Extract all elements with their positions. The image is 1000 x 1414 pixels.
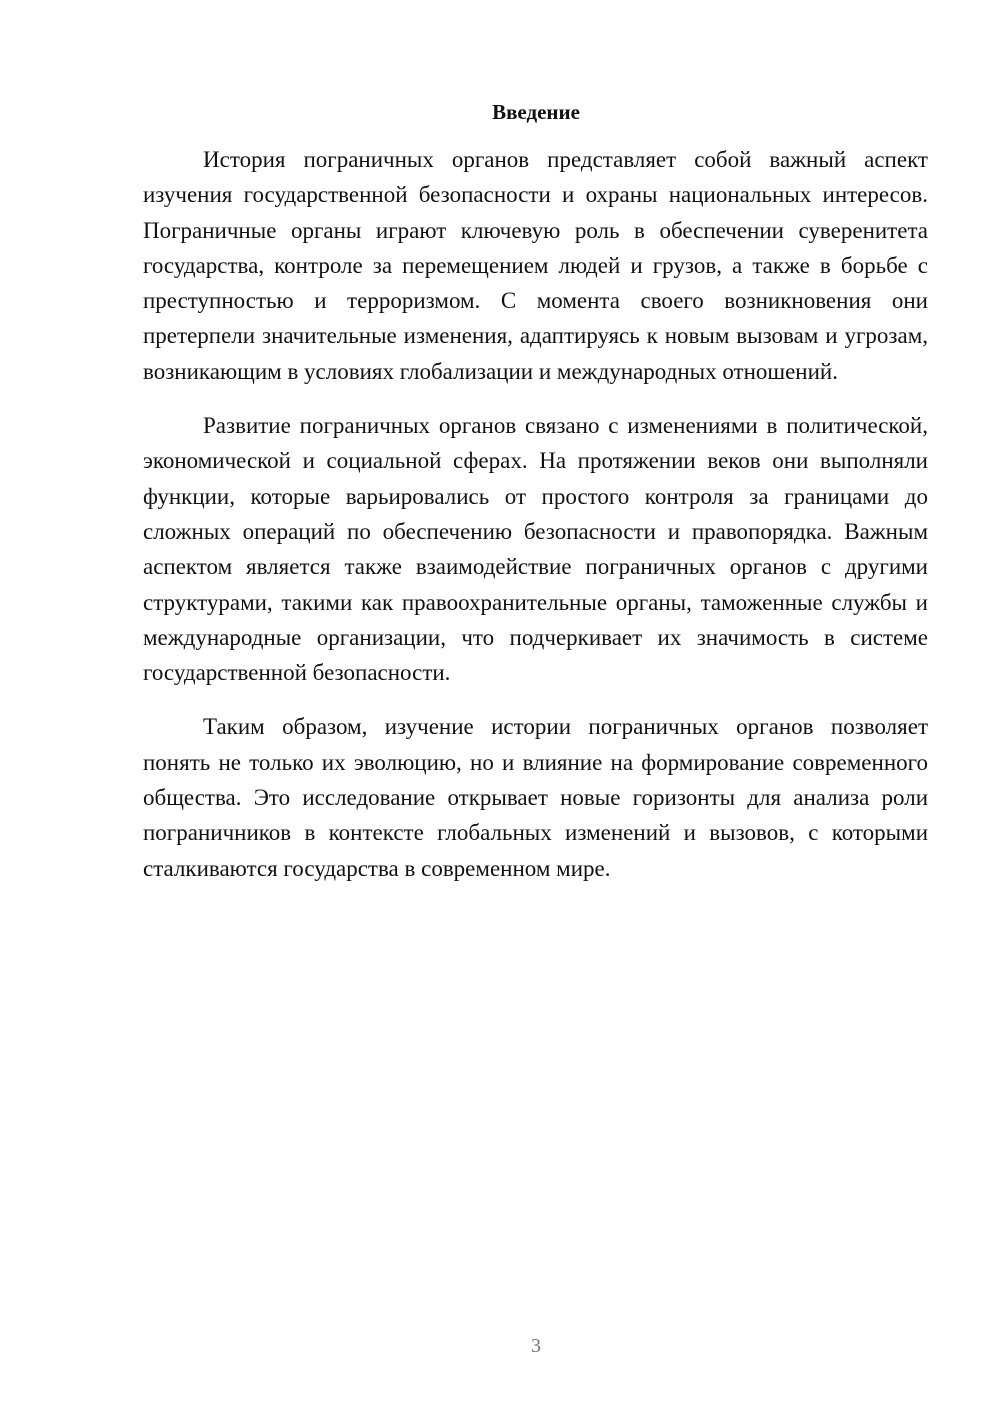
paragraph-3: Таким образом, изучение истории пограничных органов позволяет понять не только их эволюцию, но и влияние на формирование современного общества. Это исследование открывает новые горизонты для анализа роли пограничников в контексте глобальных изменений и вызовов, с которыми сталкиваются государства в современном мире. xyxy=(143,714,928,881)
section-heading: Введение xyxy=(492,100,580,124)
paragraph-1: История пограничных органов представляет собой важный аспект изучения государственной безопасности и охраны национальных интересов. Пограничные органы играют ключевую роль в обеспечении суверенитета государства, контроле за перемещением людей и грузов, а также в борьбе с преступностью и терроризмом. С момента своего возникновения они претерпели значительные изменения, адаптируясь к новым вызовам и угрозам, возникающим в условиях глобализации и международных отношений. xyxy=(143,147,928,384)
paragraph-2: Развитие пограничных органов связано с изменениями в политической, экономической и социальной сферах. На протяжении веков они выполняли функции, которые варьировались от простого контроля за границами до сложных операций по обеспечению безопасности и правопорядка. Важным аспектом является также взаимодействие пограничных органов с другими структурами, такими как правоохранительные органы, таможенные службы и международные организации, что подчеркивает их значимость в системе государственной безопасности. xyxy=(143,413,928,686)
page-number: 3 xyxy=(531,1335,541,1357)
body-text xyxy=(143,142,928,904)
